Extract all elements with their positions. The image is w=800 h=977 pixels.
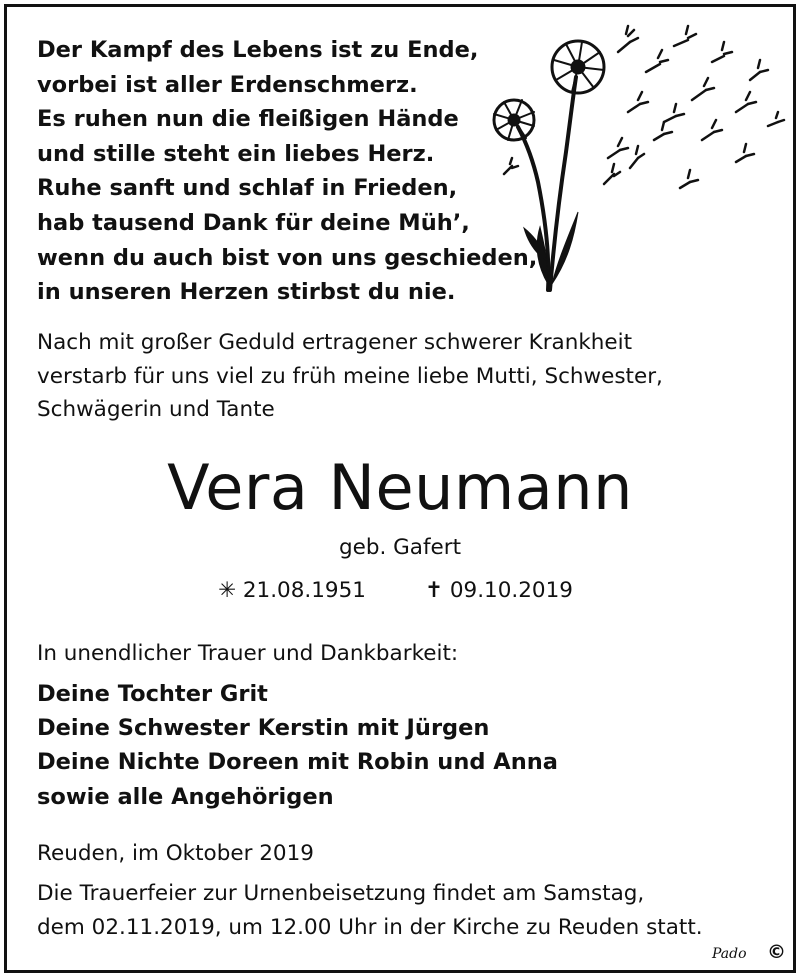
notice-line: dem 02.11.2019, um 12.00 Uhr in der Kirche zu Reuden statt. xyxy=(37,914,703,940)
notice-line: Die Trauerfeier zur Urnenbeisetzung findet am Samstag, xyxy=(37,881,645,906)
poem-line: vorbei ist aller Erdenschmerz. xyxy=(37,71,418,98)
mourner: sowie alle Angehörigen xyxy=(37,783,334,810)
intro-line: verstarb für uns viel zu früh meine liebe Mutti, Schwester, xyxy=(37,363,663,389)
poem-line: in unseren Herzen stirbst du nie. xyxy=(37,279,456,306)
intro-text xyxy=(37,326,663,427)
intro-line: Schwägerin und Tante xyxy=(37,397,275,422)
poem-line: Der Kampf des Lebens ist zu Ende, xyxy=(37,37,479,63)
dandelion-illustration xyxy=(478,22,788,312)
poem-line: und stille steht ein liebes Herz. xyxy=(37,140,435,167)
grief-line: In unendlicher Trauer und Dankbarkeit: xyxy=(37,641,459,666)
birth-date: ✳ 21.08.1951 xyxy=(218,578,366,603)
copyright-icon: © xyxy=(767,941,786,963)
intro-line: Nach mit großer Geduld ertragener schwerer Krankheit xyxy=(37,330,633,355)
publisher-signature: Pado xyxy=(712,946,747,962)
mourner: Deine Tochter Grit xyxy=(37,681,268,707)
funeral-notice xyxy=(37,877,703,944)
poem-line: hab tausend Dank für deine Müh’, xyxy=(37,209,470,236)
poem-line: Ruhe sanft und schlaf in Frieden, xyxy=(37,175,458,202)
mourner: Deine Schwester Kerstin mit Jürgen xyxy=(37,715,490,742)
poem xyxy=(37,33,537,310)
birth-name: geb. Gafert xyxy=(338,535,462,560)
poem-line: wenn du auch bist von uns geschieden, xyxy=(37,244,538,271)
place-date: Reuden, im Oktober 2019 xyxy=(37,841,314,866)
poem-line: Es ruhen nun die fleißigen Hände xyxy=(37,106,459,133)
death-date: ✝ 09.10.2019 xyxy=(425,578,573,603)
mourners-list xyxy=(37,677,558,814)
mourner: Deine Nichte Doreen mit Robin und Anna xyxy=(37,749,558,776)
deceased-name: Vera Neumann xyxy=(167,451,633,524)
